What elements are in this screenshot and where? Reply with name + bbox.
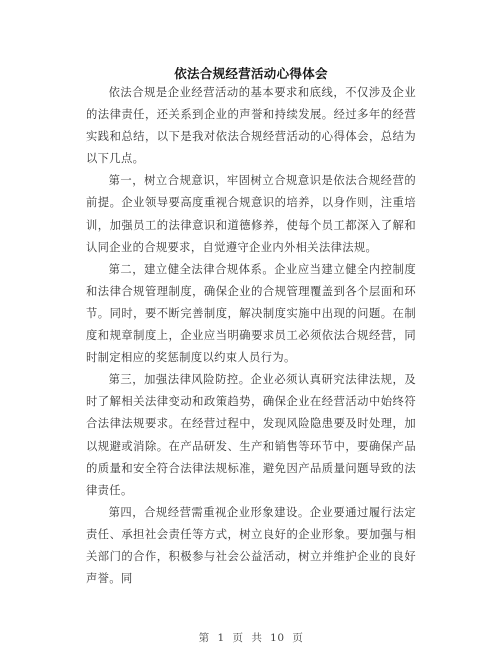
paragraph-second-point: 第二，建立健全法律合规体系。企业应当建立健全内控制度和法律合规管理制度，确保企业的合规管理覆盖到各个层面和环节。同时，要不断完善制度，解决制度实施中出现的问题。在制度和规章制度上，企业应当明确要求员工必须依法合规经营，同时制定相应的奖惩制度以约束人员行为。 [86,262,416,365]
paragraph-intro: 依法合规是企业经营活动的基本要求和底线，不仅涉及企业的法律责任，还关系到企业的声誉和持续发展。经过多年的经营实践和总结，以下是我对依法合规经营活动的心得体会，总结为以下几点。 [86,86,416,166]
document-title: 依法合规经营活动心得体会 [174,66,328,81]
paragraph-first-point: 第一，树立合规意识，牢固树立合规意识是依法合规经营的前提。企业领导要高度重视合规意识的培养，以身作则，注重培训，加强员工的法律意识和道德修养，使每个员工都深入了解和认同企业的合规要求，自觉遵守企业内外相关法律法规。 [86,174,416,254]
paragraph-fourth-point: 第四，合规经营需重视企业形象建设。企业要通过履行法定责任、承担社会责任等方式，树立良好的企业形象。要加强与相关部门的合作，积极参与社会公益活动，树立并维护企业的良好声誉。同 [86,505,416,586]
document-body [86,82,416,590]
paragraph-third-point: 第三，加强法律风险防控。企业必须认真研究法律法规，及时了解相关法律变动和政策趋势，确保企业在经营活动中始终符合法律法规要求。在经营过程中，发现风险隐患要及时处理，加以规避或消除。在产品研发、生产和销售等环节中，要确保产品的质量和安全符合法律法规标准，避免因产品质量问题导致的法律责任。 [86,373,416,497]
page-number-footer: 第 1 页 共 10 页 [198,632,304,644]
